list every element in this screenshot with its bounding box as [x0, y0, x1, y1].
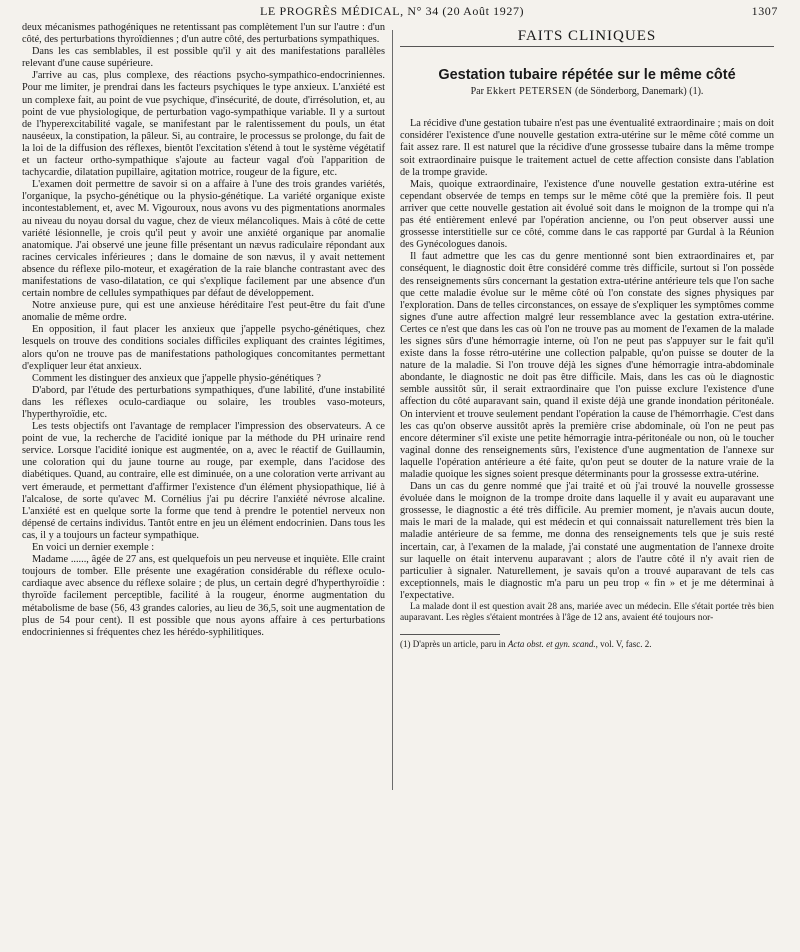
body-paragraph: L'examen doit permettre de savoir si on a affaire à l'une des trois grandes variétés, l'organique, la psycho-génétique ou la physio-génétique. La variété organique existe incontestablement, et, avec M. Vigouroux, nous avons vu des pigmentations anormales au niveau du noyau dorsal du vague, chez de vieux mélancoliques. Mais à côté de cette variété lésionnelle, je crois qu'il peut y avoir une anxiété organique par anomalie anatomique. J'ai observé une jeune fille présentant un nævus radiculaire répondant aux racines cervicales inférieures ; dans le domaine de son nævus, il y avait nettement absence du réflexe pilo-moteur, et exagération de la raie blanche contrastant avec des manifestations de vaso-dilatation, ce qui s'explique facilement par une absence d'un certain nombre de cellules sympathiques par défaut de développement. — [22, 179, 385, 300]
footnote-journal: Acta obst. et gyn. scand. — [507, 639, 596, 650]
body-paragraph: D'abord, par l'étude des perturbations sympathiques, d'une labilité, d'une instabilité dans les réflexes oculo-cardiaque ou solaire, les troubles vaso-moteurs, l'hyperthyroïdie, etc. — [22, 384, 385, 420]
byline-prefix: Par — [470, 86, 484, 98]
body-paragraph: Mais, quoique extraordinaire, l'existence d'une nouvelle gestation extra-utérine est cependant observée de temps en temps sur le même côté que la première fois. Il peut arriver que cette nouvelle gestation ait évolué soit dans le moignon de la trompe qui n'a pas été entièrement enlevé par l'opération ancienne, ou l'on peut observer aussi une grossesse interstitielle sur ce côté, comme dans le cas rapporté par Gurdal à la Réunion des Gynécologues danois. — [400, 178, 774, 251]
body-paragraph: En opposition, il faut placer les anxieux que j'appelle psycho-génétiques, chez lesquels on trouve des conditions sociales difficiles expliquant des craintes légitimes, alors qu'on ne trouve pas de manifestations pathologiques concomitantes permettant d'expliquer leur état anxieux. — [22, 324, 385, 372]
footnote-suffix: , vol. V, fasc. 2. — [595, 639, 652, 650]
body-paragraph: Les tests objectifs ont l'avantage de remplacer l'impression des observateurs. A ce point de vue, la recherche de l'acidité ionique par la méthode du PH urinaire rend service. Lorsque l'acidité ionique est augmentée, on a, avec le réactif de Guillaumin, une coloration qui du jaune tourne au rouge, par exemple, dans l'acidose des diabétiques. Quand, au contraire, elle est diminuée, on a une coloration verte arrivant au vert émeraude, et permettant d'affirmer l'existence d'un élément physiopathique, lié à l'alcalose, de sorte qu'avec M. Cornélius j'ai pu décrire l'anxiété névrose alcaline. L'anxiété est en quelque sorte la forme que tend à prendre le potentiel nerveux non dépensé de certains individus. Tantôt entre en jeu un élément endocrinien. Dans tous les cas, il y a toujours un facteur sympathique. — [22, 421, 385, 541]
body-paragraph: Madame ......, âgée de 27 ans, est quelquefois un peu nerveuse et inquiète. Elle craint toujours de tomber. Elle présente une exagération considérable du réflexe oculo-cardiaque avec absence du réflexe solaire ; de plus, un certain degré d'hyperthyroïdie : thyroïde facilement perceptible, facilité à la rougeur, énorme augmentation du métabolisme de base (56, 43 grandes calories, au lieu de 36,5, soit une augmentation de plus de 54 pour cent). Il est possible que nous ayons affaire à ces perturbations endocriniennes si fréquentes chez les hérédo-syphilitiques. — [22, 554, 385, 638]
footnote-prefix: (1) D'après un article, paru in — [400, 639, 506, 650]
section-heading: FAITS CLINIQUES — [517, 28, 657, 44]
body-paragraph: La récidive d'une gestation tubaire n'est pas une éventualité extraordinaire ; mais on doit considérer l'existence d'une nouvelle gestation extra-utérine sur le même côté comme un fait assez rare. Il est naturel que la récidive d'une grossesse tubaire dans la même trompe soit extraordinaire puisque le traitement actuel de cette affection consiste dans l'ablation de la trompe gravide. — [400, 118, 774, 178]
author-affiliation: (de Sönderborg, Danemark) (1). — [575, 86, 704, 98]
body-paragraph: En voici un dernier exemple : — [32, 542, 155, 554]
page-number: 1307 — [751, 4, 778, 18]
article-title: Gestation tubaire répétée sur le même côté — [438, 67, 736, 84]
body-paragraph: Notre anxieuse pure, qui est une anxieuse héréditaire l'est peut-être du fait d'une anomalie de même ordre. — [22, 300, 385, 324]
body-paragraph: deux mécanismes pathogéniques ne retentissant pas complètement l'un sur l'autre : d'un côté, des perturbations thyroïdiennes ; d'un autre côté, des perturbations sympathiques. — [22, 22, 385, 46]
right-column — [400, 30, 774, 650]
body-paragraph: Comment les distinguer des anxieux que j'appelle physio-génétiques ? — [32, 372, 321, 384]
section-rule — [400, 46, 774, 47]
footnote — [400, 639, 774, 650]
body-paragraph: Dans un cas du genre nommé que j'ai traité et où j'ai trouvé la nouvelle grossesse évoluée dans le moignon de la trompe droite dans laquelle il y avait eu auparavant une grossesse, le diagnostic a été très difficile. Au premier moment, je n'avais aucun doute, mais le mari de la malade, qui est médecin et qui connaissait naturellement très bien la maladie antérieure de sa femme, me donna des renseignements tels que je suis resté incertain, car, à l'examen de la malade, j'ai constaté une augmentation de l'annexe droite sur laquelle on était intervenu auparavant ; alors de l'autre côté il n'y avait rien de particulier à signaler. Naturellement, je savais qu'on a trouvé auparavant de tels cas exceptionnels, mais le diagnostic m'a paru un peu trop « fin » et je me déterminai à l'expectative. — [400, 481, 774, 601]
body-paragraph: J'arrive au cas, plus complexe, des réactions psycho-sympathico-endocriniennes. Pour me limiter, je prendrai dans les facteurs psychiques le type anxieux. L'anxiété est un complexe fait, au point de vue psychique, d'insécurité, de doute, d'irrésolution, et, au point de vue physiologique, de perturbation vago-sympathique variable. Il y a surtout de l'hyperexcitabilité vagale, se manifestant par le ralentissement du pouls, un état nauséeux, la constipation, la pâleur. Si, au contraire, le processus se prolonge, du fait de la loi de la diffusion des réflexes, bientôt l'excitation s'étend à tout le système végétatif et un facteur ortho-sympathique s'ajoute au facteur vagal d'où l'apparition de tachycardie, dilatation pupillaire, agitation motrice, rougeur de la figure, etc. — [22, 70, 385, 179]
author-name: Ekkert PETERSEN — [486, 86, 573, 98]
page-header — [22, 4, 778, 20]
footnote-rule — [400, 634, 500, 635]
closing-paragraph: La malade dont il est question avait 28 ans, mariée avec un médecin. Elle s'était portée très bien auparavant. Les règles s'étaient montrées à l'âge de 12 ans, avaient été toujours nor- — [400, 602, 774, 624]
body-paragraph: Dans les cas semblables, il est possible qu'il y ait des manifestations parallèles relevant d'une cause supérieure. — [22, 46, 385, 70]
byline — [400, 86, 774, 98]
column-divider — [392, 30, 393, 790]
body-paragraph: Il faut admettre que les cas du genre mentionné sont bien extraordinaires et, par conséquent, le diagnostic doit être considéré comme très difficile, surtout si l'on possède des renseignements sûrs concernant la gestation extra-utérine antérieure tels que l'on sache que cette maladie évolue sur le même côté où l'on constate des signes physiques par l'exploration. Dans de telles circonstances, on essaye de s'expliquer les symptômes comme signes d'une autre affection malgré leur ressemblance avec la gestation extra-utérine. Certes ce n'est que dans les cas où l'on ne trouve pas au moment de l'examen de la malade les signes sûrs d'une hémorragie interne, où l'on ne peut pas s'appuyer sur le fait qu'il existe dans la fosse rétro-utérine une collection palpable, qu'on puisse se douter de la nature de la maladie. Si l'on trouve déjà les signes d'une hémorragie intra-abdominale abondante, le diagnostic ne doit pas être difficile. Mais, dans les cas où le diagnostic semble aussitôt sûr, il serait extraordinaire que l'on puisse exclure l'existence d'une affection du côté auparavant sain, quand il existe déjà une grande inondation péritonéale. On intervient et trouve seulement pendant l'opération la cause de l'hémorrhagie. C'est dans les cas qu'on observe aussitôt après la première crise abdominale, où l'on ne peut pas encore déterminer s'il existe une petite hémorragie intra-péritonéale ou non, où le toucher vaginal donne des renseignements sûrs, l'existence d'une augmentation de l'annexe sur laquelle l'opération antérieure a été faite, qu'on peut se douter de la nature vraie de la maladie quoique les signes soient presque déterminants pour la grossesse extra-utérine. — [400, 251, 774, 480]
left-column — [22, 22, 385, 639]
running-title: LE PROGRÈS MÉDICAL, N° 34 (20 Août 1927) — [260, 4, 525, 18]
